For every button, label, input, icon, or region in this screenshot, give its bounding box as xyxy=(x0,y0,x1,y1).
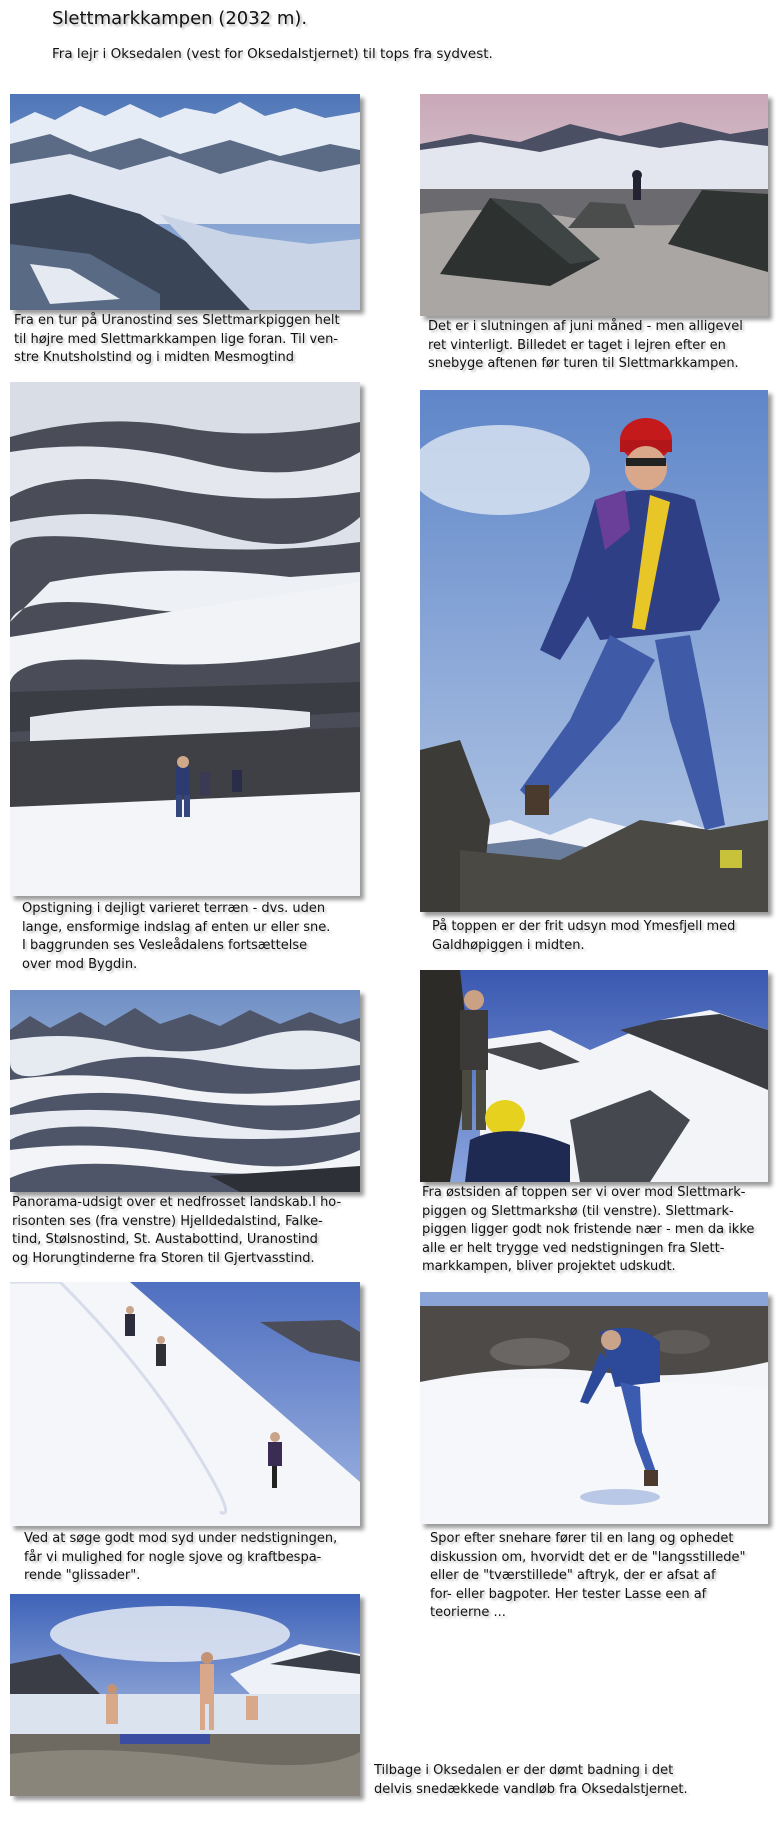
caption-camp xyxy=(428,318,743,374)
caption-line: teorierne ... xyxy=(430,1605,506,1620)
caption-line: markkampen, bliver projektet udskudt. xyxy=(422,1259,676,1274)
page-subtitle: Fra lejr i Oksedalen (vest for Oksedalstjernet) til tops fra sydvest. xyxy=(52,46,493,62)
caption-summit-portrait xyxy=(432,918,735,955)
caption-line: Det er i slutningen af juni måned - men alligevel xyxy=(428,319,743,334)
caption-line: får vi mulighed for nogle sjove og kraftbespa- xyxy=(24,1549,322,1565)
caption-line: Spor efter snehare fører til en lang og ophedet xyxy=(430,1531,734,1546)
page-title: Slettmarkkampen (2032 m). xyxy=(52,8,308,29)
caption-line: I baggrunden ses Vesleådalens fortsættelse xyxy=(22,938,308,953)
caption-bathing xyxy=(374,1762,688,1799)
caption-line: stre Knutsholstind og i midten Mesmogtind xyxy=(14,350,294,365)
caption-line: snebyge aftenen før turen til Slettmarkkampen. xyxy=(428,356,739,371)
caption-line: eller de "tværstillede" aftryk, der er afsat af xyxy=(430,1568,716,1583)
caption-uranostind-view xyxy=(14,312,340,368)
caption-line: til højre med Slettmarkkampen lige foran. Til ven- xyxy=(14,331,339,347)
caption-line: Panorama-udsigt over et nedfrosset landskab.I ho- xyxy=(12,1195,342,1210)
caption-panorama xyxy=(12,1194,341,1268)
photo-ascent xyxy=(10,382,360,896)
caption-line: ret vinterligt. Billedet er taget i lejren efter en xyxy=(428,337,726,353)
photo-east-side xyxy=(420,970,768,1182)
caption-line: tind, Stølsnostind, St. Austabottind, Uranostind xyxy=(12,1232,318,1247)
photo-uranostind-view xyxy=(10,94,360,310)
caption-line: og Horungtinderne fra Storen til Gjertvasstind. xyxy=(12,1250,315,1266)
caption-line: På toppen er der frit udsyn mod Ymesfjell med xyxy=(432,919,736,934)
photo-panorama xyxy=(10,990,360,1192)
photo-bathing xyxy=(10,1594,360,1796)
caption-line: delvis snedækkede vandløb fra Oksedalstjernet. xyxy=(374,1781,688,1797)
photo-hare-tracks xyxy=(420,1292,768,1524)
caption-line: Tilbage i Oksedalen er der dømt badning i det xyxy=(374,1763,674,1778)
caption-line: diskussion om, hvorvidt det er de "langsstillede" xyxy=(430,1549,746,1565)
photo-camp xyxy=(420,94,768,316)
caption-east-side xyxy=(422,1184,754,1277)
caption-line: Opstigning i dejligt varieret terræn - dvs. uden xyxy=(22,901,326,916)
caption-line: rende "glissader". xyxy=(24,1568,141,1583)
photo-glissade xyxy=(10,1282,360,1526)
caption-line: alle er helt trygge ved nedstigningen fra Slett- xyxy=(422,1240,725,1256)
caption-line: Ved at søge godt mod syd under nedstigningen, xyxy=(24,1531,338,1546)
caption-line: lange, ensformige indslag af enten ur eller sne. xyxy=(22,919,331,935)
caption-line: piggen og Slettmarkshø (til venstre). Slettmark- xyxy=(422,1203,734,1219)
caption-line: Fra en tur på Uranostind ses Slettmarkpiggen helt xyxy=(14,313,340,328)
caption-line: Fra østsiden af toppen ser vi over mod Slettmark- xyxy=(422,1185,746,1200)
caption-line: risonten ses (fra venstre) Hjelldedalstind, Falke- xyxy=(12,1213,323,1229)
caption-line: for- eller bagpoter. Her tester Lasse een af xyxy=(430,1586,707,1602)
caption-line: over mod Bygdin. xyxy=(22,956,138,972)
caption-glissade xyxy=(24,1530,337,1586)
caption-line: piggen ligger godt nok fristende nær - men da ikke xyxy=(422,1222,755,1237)
caption-line: Galdhøpiggen i midten. xyxy=(432,937,585,953)
photo-summit-portrait xyxy=(420,390,768,912)
caption-ascent xyxy=(22,900,330,974)
caption-hare-tracks xyxy=(430,1530,745,1623)
